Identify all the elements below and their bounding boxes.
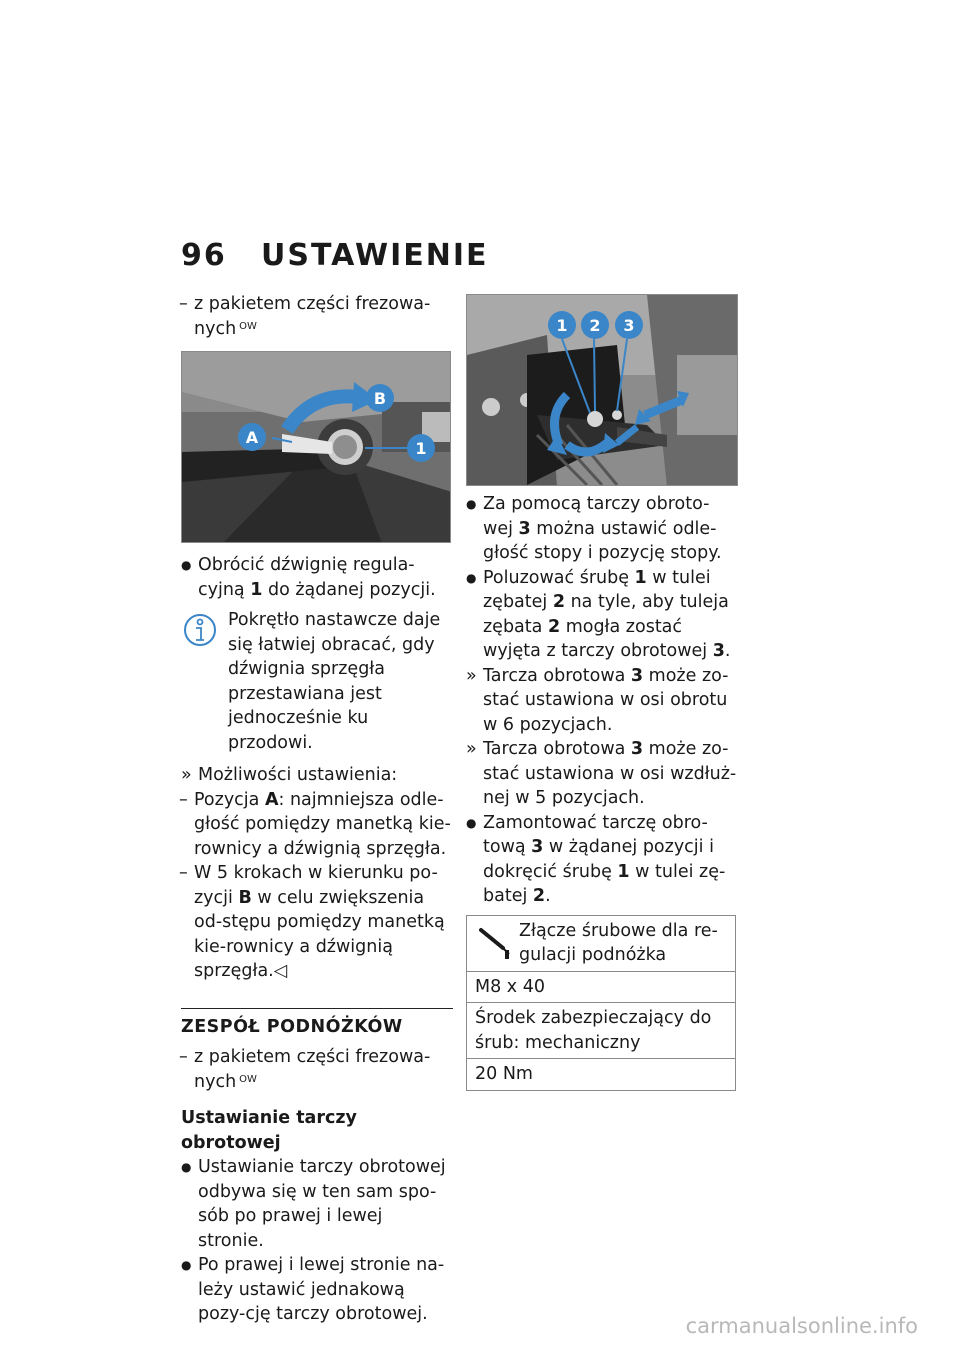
bullet-marker: ●: [466, 815, 477, 830]
dash-marker: –: [179, 863, 188, 883]
bullet-marker: ●: [466, 497, 477, 511]
list-item: ● Ustawianie tarczy obrotowej odbywa się w ten sam spo-sób po prawej i lewej stronie.: [181, 1157, 446, 1251]
dash-marker: –: [179, 1047, 188, 1067]
list-item: ● Poluzować śrubę 1 w tulei zębatej 2 na tyle, aby tuleja zębata 2 mogła zostać wyjęta z tarczy obrotowej 3.: [466, 567, 731, 661]
table-row: Środek zabezpieczający do śrub: mechaniczny: [467, 1002, 735, 1058]
subheading: Ustawianie tarczy obrotowej: [181, 1108, 357, 1153]
section-heading: ZESPÓŁ PODNÓŻKÓW: [181, 1008, 453, 1040]
dash-marker: –: [179, 294, 188, 314]
list-item: ● Obrócić dźwignię regula-cyjną 1 do żądanej pozycji.: [181, 555, 436, 600]
clutch-lever-figure: [181, 351, 451, 543]
label-1: 1: [556, 316, 568, 335]
list-item: ● Zamontować tarczę obro-tową 3 w żądanej pozycji i dokręcić śrubę 1 w tulei zę-batej 2.: [466, 812, 726, 906]
list-item: – z pakietem części frezowa-nych $^{OW}$: [179, 294, 431, 339]
list-item: ● Za pomocą tarczy obroto-wej 3 można ustawić odle-głość stopy i pozycję stopy.: [466, 494, 722, 563]
dash-marker: –: [179, 789, 188, 810]
label-3: 3: [623, 316, 635, 335]
result-marker: »: [466, 665, 477, 686]
watermark: carmanualsonline.info: [685, 1314, 918, 1338]
label-1: 1: [415, 439, 427, 458]
info-icon: [183, 610, 217, 650]
page-number: 96: [181, 238, 227, 273]
footrest-figure: [466, 294, 738, 486]
result-marker: »: [181, 765, 192, 785]
page-title: USTAWIENIE: [261, 238, 489, 273]
list-item: – W 5 krokach w kierunku po-zycji B w celu zwiększenia od-stępu pomiędzy manetką kie-rownicy a dźwignią sprzęgła.◁: [179, 863, 445, 981]
end-marker: ◁: [273, 961, 288, 981]
table-row: 20 Nm: [467, 1058, 735, 1090]
table-header: Złącze śrubowe dla re-gulacji podnóżka: [467, 916, 735, 971]
list-item: – Pozycja A: najmniejsza odle-głość pomiędzy manetką kie-rownicy a dźwignią sprzęgła.: [179, 789, 451, 859]
label-2: 2: [589, 316, 601, 335]
bullet-marker: ●: [181, 558, 192, 572]
bullet-marker: ●: [181, 1160, 192, 1174]
left-column: [181, 292, 453, 1327]
list-item: » Tarcza obrotowa 3 może zo-stać ustawiona w osi obrotu w 6 pozycjach.: [466, 665, 729, 735]
wrench-icon: [477, 924, 513, 960]
list-item: » Możliwości ustawienia:: [181, 763, 453, 788]
info-note: Pokrętło nastawcze daje się łatwiej obracać, gdy dźwignia sprzęgła przestawiana jest jednocześnie ku przodowi.: [181, 608, 453, 755]
result-marker: »: [466, 739, 477, 759]
label-b: B: [373, 389, 387, 408]
right-column: [466, 492, 738, 1091]
ow-superscript: OW: [239, 320, 257, 332]
list-item: » Tarcza obrotowa 3 może zo-stać ustawiona w osi wzdłuż-nej w 5 pozycjach.: [466, 739, 737, 808]
bullet-marker: ●: [181, 1258, 192, 1272]
list-item: – z pakietem części frezowa-nych $^{OW}$: [179, 1047, 431, 1092]
list-item: ● Po prawej i lewej stronie na-leży ustawić jednakową pozy-cję tarczy obrotowej.: [181, 1255, 445, 1324]
table-row: M8 x 40: [467, 971, 735, 1003]
ow-superscript: OW: [239, 1073, 257, 1085]
page-header: [181, 238, 488, 273]
label-a: A: [245, 428, 259, 447]
bullet-marker: ●: [466, 570, 477, 585]
torque-table: [466, 915, 736, 1091]
